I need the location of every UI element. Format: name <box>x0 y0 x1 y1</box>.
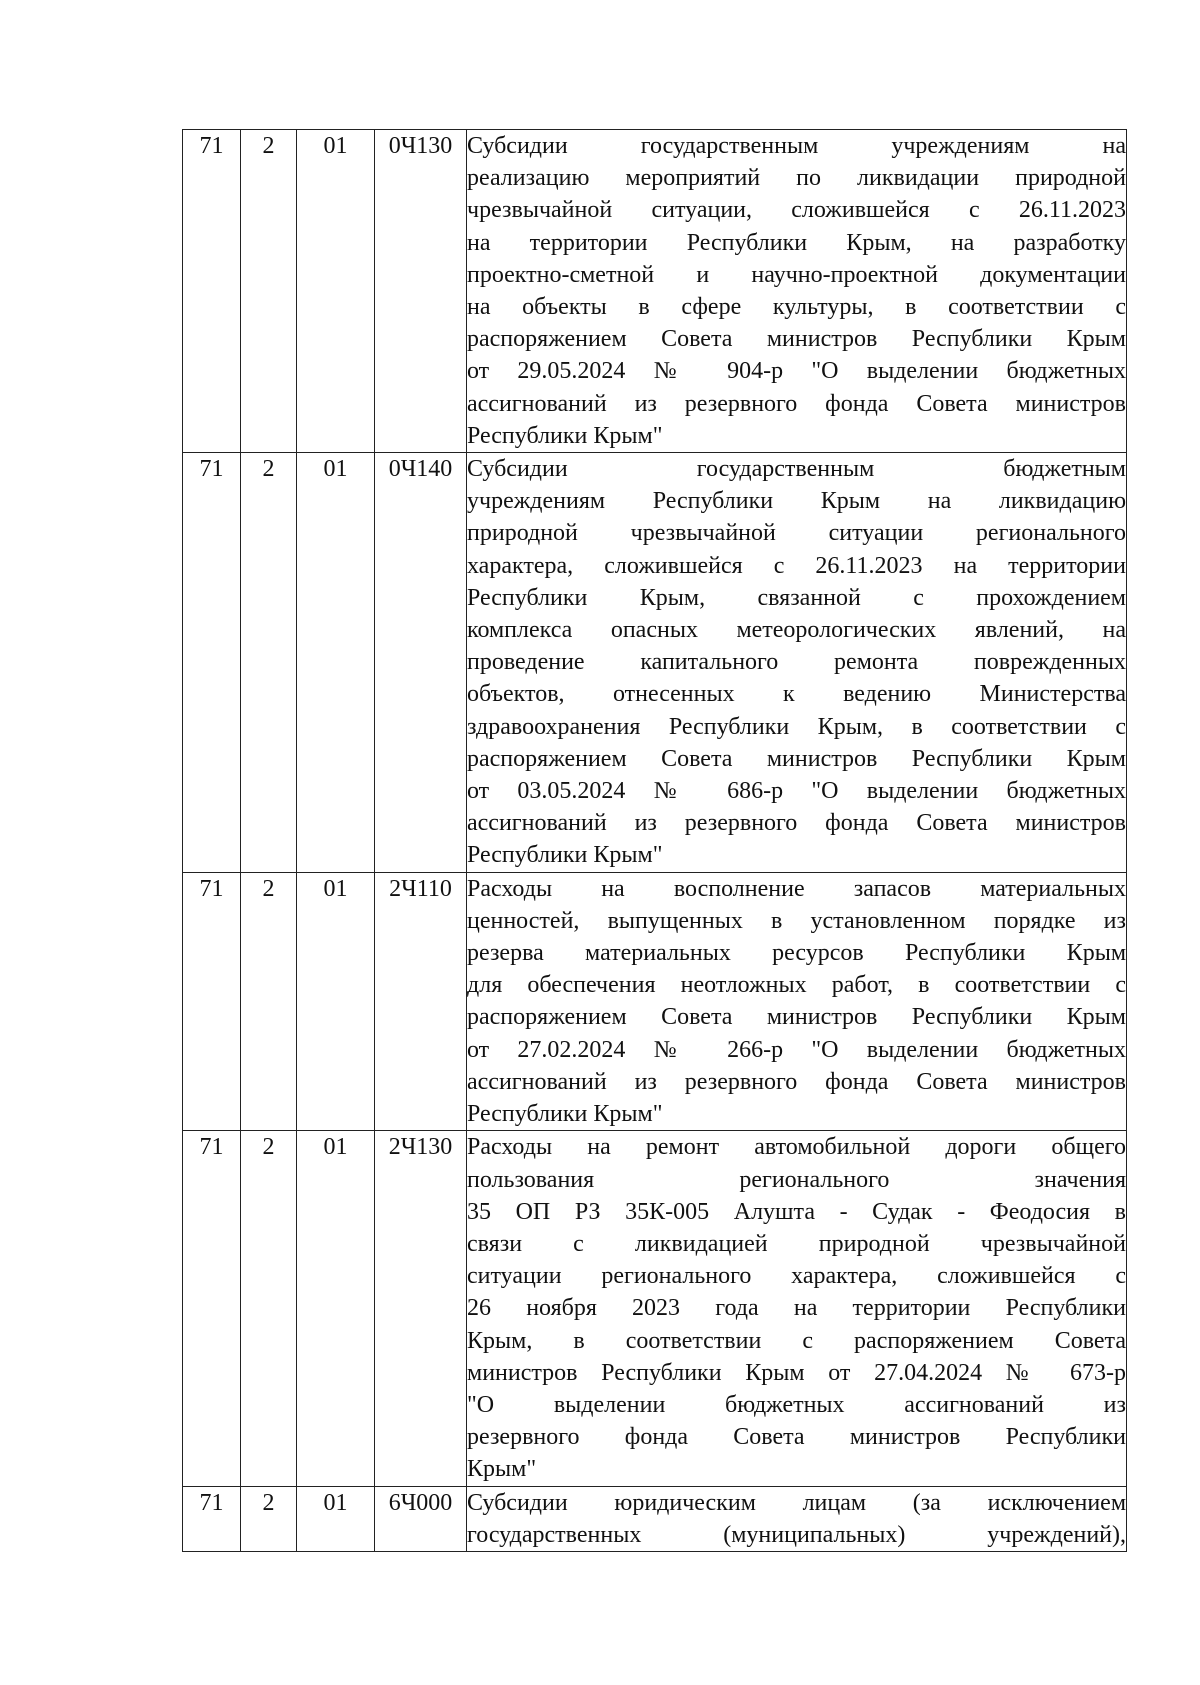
description-line: реализацию мероприятий по ликвидации природной <box>467 165 1126 192</box>
section-code-cell: 2 <box>241 1486 297 1551</box>
description-line: "О выделении бюджетных ассигнований из <box>467 1391 1126 1418</box>
section-code-cell: 2 <box>241 453 297 873</box>
description-line: здравоохранения Республики Крым, в соответствии с <box>467 713 1126 740</box>
table-row <box>183 872 1127 1131</box>
table-row <box>183 453 1127 873</box>
description-line: ситуации регионального характера, сложившейся с <box>467 1263 1126 1290</box>
description-line: от 03.05.2024 № 686-р "О выделении бюджетных <box>467 778 1126 805</box>
target-article-cell: 0Ч140 <box>375 453 467 873</box>
table-row <box>183 1131 1127 1486</box>
expense-description-cell <box>467 1486 1127 1551</box>
table-row <box>183 1486 1127 1551</box>
section-code-cell: 2 <box>241 130 297 453</box>
description-line: от 29.05.2024 № 904-р "О выделении бюджетных <box>467 358 1126 385</box>
description-line: объектов, отнесенных к ведению Министерства <box>467 681 1126 708</box>
description-line: ассигнований из резервного фонда Совета министров <box>467 1068 1126 1095</box>
description-line: чрезвычайной ситуации, сложившейся с 26.11.2023 <box>467 197 1126 224</box>
description-line: для обеспечения неотложных работ, в соответствии с <box>467 972 1126 999</box>
subsection-code-cell: 01 <box>297 130 375 453</box>
description-line: 35 ОП РЗ 35К-005 Алушта - Судак - Феодосия в <box>467 1198 1126 1225</box>
budget-table-body <box>183 130 1127 1552</box>
description-line: связи с ликвидацией природной чрезвычайной <box>467 1230 1126 1257</box>
description-line: Крым" <box>467 1456 537 1483</box>
description-line: министров Республики Крым от 27.04.2024 № 673-р <box>467 1359 1126 1386</box>
table-row <box>183 130 1127 453</box>
description-line: от 27.02.2024 № 266-р "О выделении бюджетных <box>467 1036 1126 1063</box>
target-article-cell: 6Ч000 <box>375 1486 467 1551</box>
description-line: Расходы на ремонт автомобильной дороги общего <box>467 1134 1126 1161</box>
description-line: распоряжением Совета министров Республики Крым <box>467 326 1126 353</box>
subsection-code-cell: 01 <box>297 872 375 1131</box>
description-line: резерва материальных ресурсов Республики Крым <box>467 940 1126 967</box>
description-line: резервного фонда Совета министров Республики <box>467 1424 1126 1451</box>
target-article-cell: 2Ч110 <box>375 872 467 1131</box>
description-line: комплекса опасных метеорологических явлений, на <box>467 617 1126 644</box>
description-line: проведение капитального ремонта поврежденных <box>467 649 1126 676</box>
budget-table <box>182 129 1127 1552</box>
description-line: природной чрезвычайной ситуации регионального <box>467 520 1126 547</box>
description-line: проектно-сметной и научно-проектной документации <box>467 261 1126 288</box>
subsection-code-cell: 01 <box>297 1131 375 1486</box>
description-line: Республики Крым" <box>467 842 663 869</box>
subsection-code-cell: 01 <box>297 1486 375 1551</box>
description-line: пользования регионального значения <box>467 1166 1126 1193</box>
description-line: Республики Крым" <box>467 422 663 449</box>
description-line: учреждениям Республики Крым на ликвидацию <box>467 488 1126 515</box>
description-line: Субсидии государственным учреждениям на <box>467 133 1126 159</box>
ministry-code-cell: 71 <box>183 872 241 1131</box>
ministry-code-cell: 71 <box>183 130 241 453</box>
description-line: Субсидии государственным бюджетным <box>467 456 1126 483</box>
ministry-code-cell: 71 <box>183 453 241 873</box>
description-line: Республики Крым, связанной с прохождением <box>467 584 1126 611</box>
description-line: характера, сложившейся с 26.11.2023 на территории <box>467 552 1126 579</box>
section-code-cell: 2 <box>241 872 297 1131</box>
expense-description-cell <box>467 453 1127 873</box>
target-article-cell: 2Ч130 <box>375 1131 467 1486</box>
ministry-code-cell: 71 <box>183 1486 241 1551</box>
description-line: на объекты в сфере культуры, в соответствии с <box>467 294 1126 321</box>
description-line: ассигнований из резервного фонда Совета министров <box>467 390 1126 417</box>
expense-description-cell <box>467 872 1127 1131</box>
description-line: на территории Республики Крым, на разработку <box>467 229 1126 256</box>
description-line: Расходы на восполнение запасов материальных <box>467 875 1126 902</box>
description-line: Республики Крым" <box>467 1101 663 1128</box>
description-line: Крым, в соответствии с распоряжением Совета <box>467 1327 1126 1354</box>
description-line: ассигнований из резервного фонда Совета министров <box>467 810 1126 837</box>
description-line: Субсидии юридическим лицам (за исключением <box>467 1489 1126 1516</box>
expense-description-cell <box>467 1131 1127 1486</box>
description-line: распоряжением Совета министров Республики Крым <box>467 745 1126 772</box>
ministry-code-cell: 71 <box>183 1131 241 1486</box>
description-line: 26 ноября 2023 года на территории Республики <box>467 1295 1126 1322</box>
target-article-cell: 0Ч130 <box>375 130 467 453</box>
description-line: ценностей, выпущенных в установленном порядке из <box>467 907 1126 934</box>
description-line: государственных (муниципальных) учреждений), <box>467 1521 1126 1548</box>
subsection-code-cell: 01 <box>297 453 375 873</box>
description-line: распоряжением Совета министров Республики Крым <box>467 1004 1126 1031</box>
expense-description-cell <box>467 130 1127 453</box>
section-code-cell: 2 <box>241 1131 297 1486</box>
